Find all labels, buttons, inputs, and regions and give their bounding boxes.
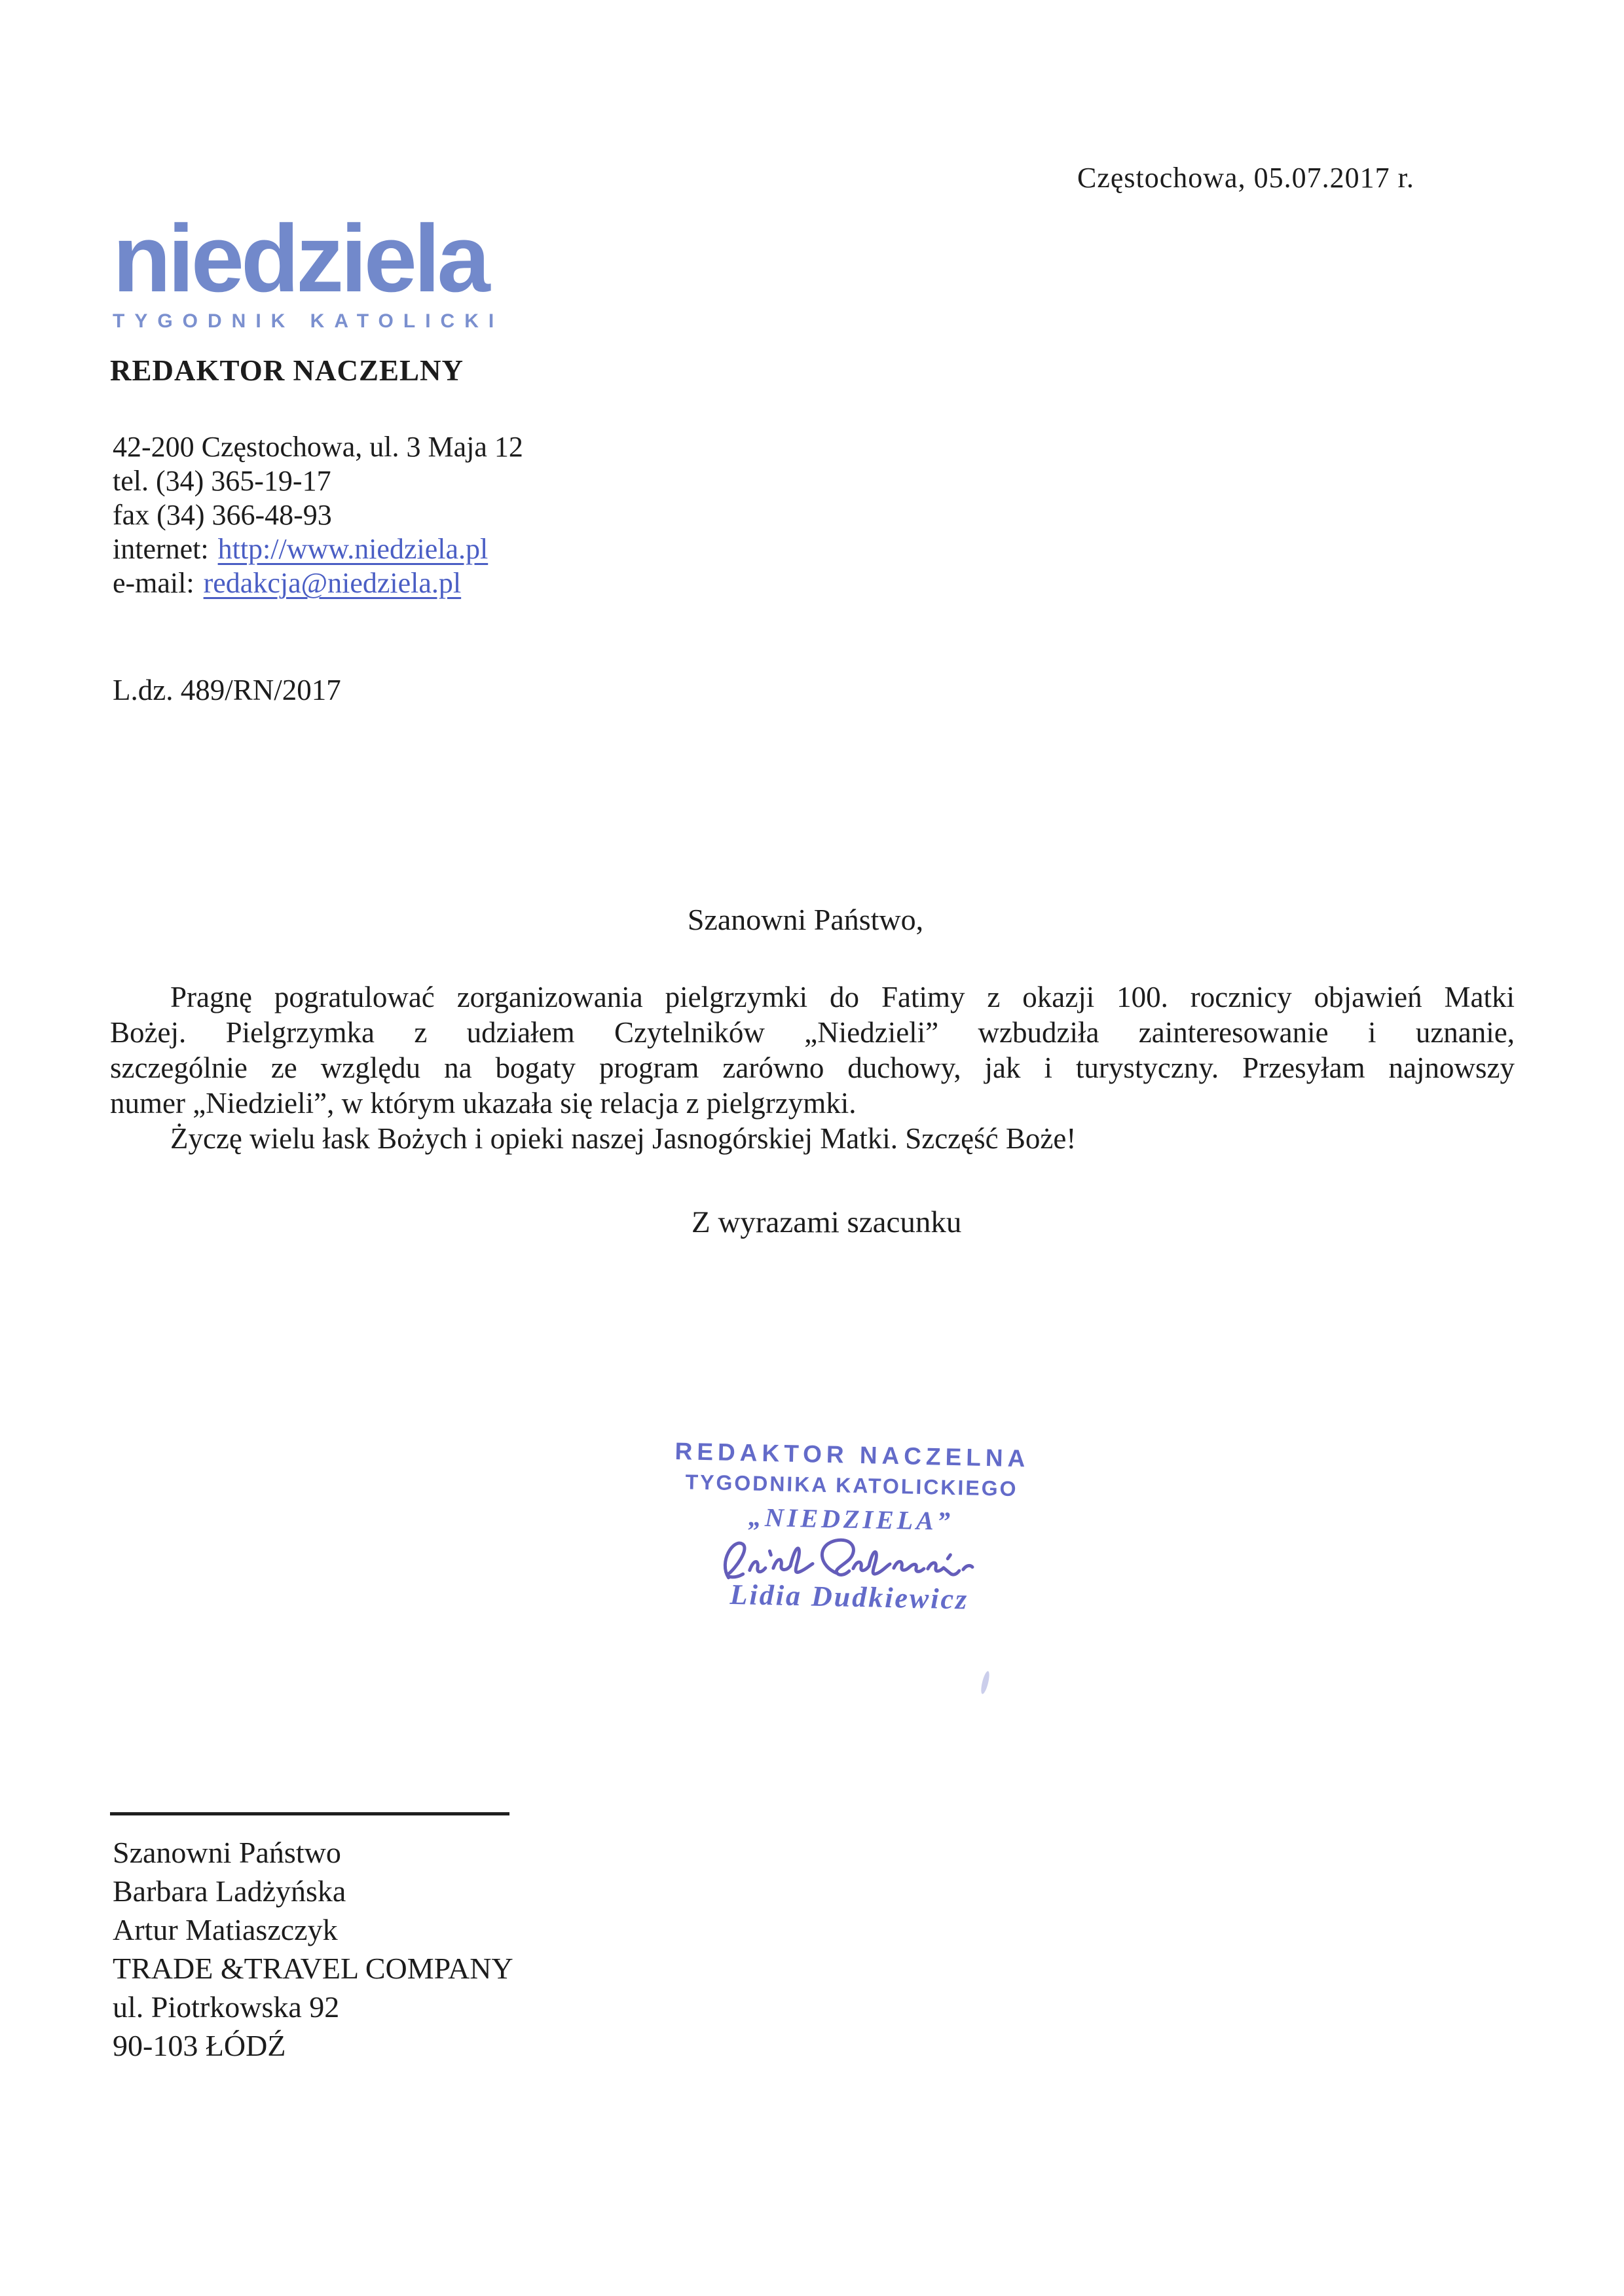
stamp-weekly-line: TYGODNIKA KATOLICKIEGO [685,1470,1018,1501]
stamp-signatory-name: Lidia Dudkiewicz [729,1578,969,1616]
logo-tagline: TYGODNIK KATOLICKI [113,310,504,332]
salutation: Szanowni Państwo, [687,903,924,936]
fax-line: fax (34) 366-48-93 [113,499,332,531]
recipient-line: ul. Piotrkowska 92 [113,1990,340,2024]
recipient-line: Szanowni Państwo [113,1836,341,1869]
recipient-line: Barbara Ladżyńska [113,1874,346,1908]
recipient-line: TRADE &TRAVEL COMPANY [113,1952,513,1985]
editor-stamp [669,1438,1031,1617]
ink-speck [980,1670,991,1694]
niedziela-logo [113,205,545,333]
recipient-line: Artur Matiaszczyk [113,1913,338,1946]
letter-body [110,979,1515,1156]
stamp-brand-line: „NIEDZIELA” [748,1502,954,1536]
recipient-block [113,1833,513,2065]
body-line: Pragnę pogratulować zorganizowania pielgrzymki do Fatimy z okazji 100. rocznicy objawień Matki [170,981,1515,1013]
divider-line [110,1812,509,1815]
website-link[interactable]: http://www.niedziela.pl [217,533,489,565]
logo-wordmark: niedziela [113,205,487,312]
contact-block [113,430,523,600]
email-line [113,566,523,600]
body-line: Bożej. Pielgrzymka z udziałem Czytelników „Niedzieli” wzbudziła zainteresowanie i uznanie, [110,1016,1515,1049]
body-line: szczególnie ze względu na bogaty program zarówno duchowy, jak i turystyczny. Przesyłam najnowszy [110,1051,1515,1084]
email-label: e-mail: [113,567,194,599]
internet-line [113,532,523,566]
internet-label: internet: [113,533,209,565]
address-line: 42-200 Częstochowa, ul. 3 Maja 12 [113,431,523,463]
reference-number: L.dz. 489/RN/2017 [113,674,341,706]
closing-line: Z wyrazami szacunku [692,1205,962,1239]
date-line: Częstochowa, 05.07.2017 r. [1077,162,1414,194]
recipient-line: 90-103 ŁÓDŹ [113,2029,286,2062]
body-line: numer „Niedzieli”, w którym ukazała się relacja z pielgrzymki. [110,1087,857,1120]
phone-line: tel. (34) 365-19-17 [113,465,331,497]
stamp-role-line: REDAKTOR NACZELNA [674,1438,1030,1472]
body-line: Życzę wielu łask Bożych i opieki naszej Jasnogórskiej Matki. Szczęść Boże! [170,1122,1077,1155]
email-link[interactable]: redakcja@niedziela.pl [203,567,462,599]
role-title: REDAKTOR NACZELNY [110,354,464,387]
